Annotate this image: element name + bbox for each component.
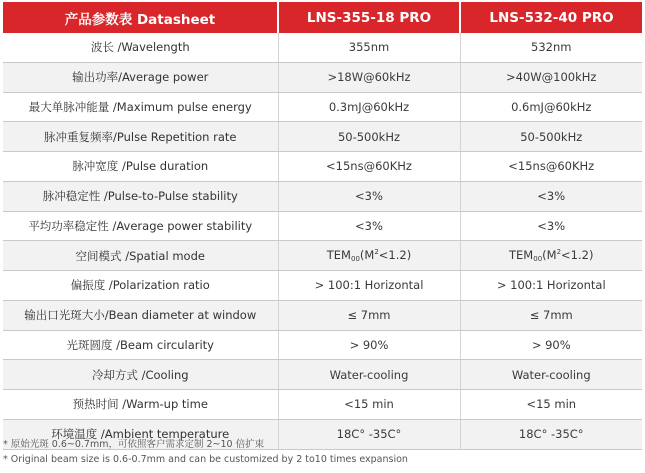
- row-value-b: <15ns@60KHz: [460, 152, 642, 182]
- row-value-b: > 90%: [460, 330, 642, 360]
- row-value-a: 50-500kHz: [278, 122, 460, 152]
- header-model-b: LNS-532-40 PRO: [460, 2, 642, 33]
- table-row: [3, 62, 642, 92]
- tem-subscript: 00: [350, 255, 360, 264]
- tem-subscript: 00: [533, 255, 543, 264]
- row-value-a: [278, 241, 460, 271]
- header-model-a: LNS-355-18 PRO: [278, 2, 460, 33]
- table-row: [3, 122, 642, 152]
- table-row: [3, 271, 642, 301]
- row-value-b: 18C° -35C°: [460, 419, 642, 449]
- table-row: [3, 211, 642, 241]
- footnote-cn: * 原始光斑 0.6~0.7mm，可依照客户需求定制 2~10 倍扩束: [3, 439, 265, 450]
- m-superscript: 2: [556, 248, 562, 257]
- row-label: 冷却方式 /Cooling: [3, 360, 278, 390]
- row-value-a: > 90%: [278, 330, 460, 360]
- tem-text: TEM: [509, 248, 534, 263]
- row-value-b: > 100:1 Horizontal: [460, 271, 642, 301]
- row-value-b: <15 min: [460, 390, 642, 420]
- row-label: 环境温度 /Ambient temperature: [3, 419, 278, 449]
- table-row: [3, 330, 642, 360]
- row-value-a: >18W@60kHz: [278, 62, 460, 92]
- row-value-a: Water-cooling: [278, 360, 460, 390]
- row-label: 脉冲宽度 /Pulse duration: [3, 152, 278, 182]
- spec-table: [3, 2, 642, 450]
- row-value-a: ≤ 7mm: [278, 300, 460, 330]
- row-value-a: 18C° -35C°: [278, 419, 460, 449]
- row-label: 波长 /Wavelength: [3, 33, 278, 62]
- row-value-b: 532nm: [460, 33, 642, 62]
- row-label: 脉冲重复频率/Pulse Repetition rate: [3, 122, 278, 152]
- row-value-a: <3%: [278, 211, 460, 241]
- row-value-b: ≤ 7mm: [460, 300, 642, 330]
- row-value-b: <3%: [460, 211, 642, 241]
- row-label: 脉冲稳定性 /Pulse-to-Pulse stability: [3, 181, 278, 211]
- m-value: <1.2): [378, 248, 412, 263]
- table-row: [3, 300, 642, 330]
- row-label: 输出口光斑大小/Bean diameter at window: [3, 300, 278, 330]
- row-value-a: 355nm: [278, 33, 460, 62]
- m-superscript: 2: [374, 248, 379, 257]
- header-title: 产品参数表 Datasheet: [3, 2, 278, 33]
- row-value-a: <3%: [278, 181, 460, 211]
- table-row: [3, 92, 642, 122]
- table-row: [3, 33, 642, 62]
- row-label: 光斑圆度 /Beam circularity: [3, 330, 278, 360]
- row-value-a: <15ns@60KHz: [278, 152, 460, 182]
- m-value: <1.2): [561, 248, 594, 263]
- footnotes: [3, 437, 408, 467]
- m-text: (M: [359, 248, 375, 263]
- table-row: [3, 241, 642, 271]
- footnote-en: * Original beam size is 0.6-0.7mm and can be customized by 2 to10 times expansion: [3, 454, 408, 465]
- table-row: [3, 152, 642, 182]
- row-value-a: 0.3mJ@60kHz: [278, 92, 460, 122]
- m-text: (M: [542, 248, 557, 263]
- row-value-b: 0.6mJ@60kHz: [460, 92, 642, 122]
- row-label: 平均功率稳定性 /Average power stability: [3, 211, 278, 241]
- row-label: 偏振度 /Polarization ratio: [3, 271, 278, 301]
- row-value-b: >40W@100kHz: [460, 62, 642, 92]
- row-value-b: 50-500kHz: [460, 122, 642, 152]
- row-label: 输出功率/Average power: [3, 62, 278, 92]
- table-header-row: [3, 2, 642, 33]
- row-label: 空间模式 /Spatial mode: [3, 241, 278, 271]
- row-value-a: <15 min: [278, 390, 460, 420]
- row-value-b: <3%: [460, 181, 642, 211]
- table-row: [3, 360, 642, 390]
- row-value-b: Water-cooling: [460, 360, 642, 390]
- row-label: 最大单脉冲能量 /Maximum pulse energy: [3, 92, 278, 122]
- row-label: 预热时间 /Warm-up time: [3, 390, 278, 420]
- row-value-a: > 100:1 Horizontal: [278, 271, 460, 301]
- table-row: [3, 390, 642, 420]
- row-value-b: [460, 241, 642, 271]
- tem-text: TEM: [326, 248, 351, 263]
- table-row: [3, 181, 642, 211]
